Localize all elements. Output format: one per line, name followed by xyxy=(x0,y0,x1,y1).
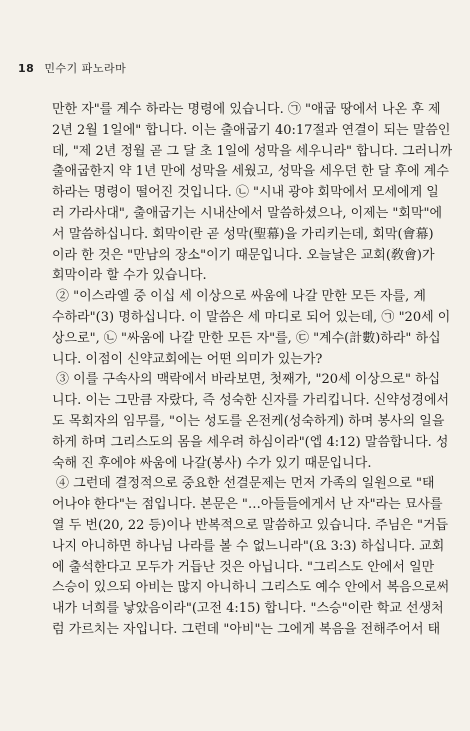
paragraph-start-line: ② "이스라엘 중 이십 세 이상으로 싸움에 나갈 만한 모든 자를, 계 xyxy=(56,289,426,305)
text-line: 도 목회자의 임무를, "이는 성도를 온전케(성숙하게) 하며 봉사의 일을 xyxy=(52,413,445,429)
running-title: 민수기 파노라마 xyxy=(44,62,127,75)
text-line: 스승이 있으되 아비는 많지 아니하니 그리스도 예수 안에서 복음으로써 xyxy=(52,580,450,596)
text-line: 회막이라 할 수가 있습니다. xyxy=(52,268,207,284)
text-line: 수하라"(3) 명하십니다. 이 말씀은 세 마디로 되어 있는데, ㉠ "20세 이 xyxy=(52,309,451,325)
running-header xyxy=(18,60,126,76)
text-line: 하게 하며 그리스도의 몸을 세우려 하심이라"(엡 4:12) 말씀합니다. 성 xyxy=(52,434,449,450)
text-line: 러 가라사대", 출애굽기는 시내산에서 말씀하셨으나, 이제는 "회막"에 xyxy=(52,205,443,221)
body-text xyxy=(52,100,452,641)
text-line: 럼 가르치는 자입니다. 그런데 "아비"는 그에게 복음을 전해주어서 태 xyxy=(52,621,441,637)
text-line: 에 출석한다고 모두가 거듭난 것은 아닙니다. "그리스도 안에서 일만 xyxy=(52,559,435,575)
page-number: 18 xyxy=(18,62,35,75)
text-line: 열 두 번(20, 22 등)이나 반복적으로 말씀하고 있습니다. 주님은 "거듭 xyxy=(52,517,449,533)
text-line: 출애굽한지 약 1년 만에 성막을 세웠고, 성막을 세우던 한 달 후에 계수 xyxy=(52,164,449,180)
text-line: 니다. 이점이 신약교회에는 어떤 의미가 있는가? xyxy=(52,351,323,367)
text-line: 이라 한 것은 "만남의 장소"이기 때문입니다. 오늘날은 교회(敎會)가 xyxy=(52,247,435,263)
text-line: 어나야 한다"는 점입니다. 본문은 "…아들들에게서 난 자"라는 묘사를 xyxy=(52,497,443,513)
text-line: 상으로", ㉡ "싸움에 나갈 만한 모든 자"를, ㉢ "계수(計數)하라" 하십 xyxy=(52,330,441,346)
paragraph-start-line: ③ 이를 구속사의 맥락에서 바라보면, 첫째가, "20세 이상으로" 하십 xyxy=(56,372,441,388)
text-line: 데, "제 2년 정월 곧 그 달 초 1일에 성막을 세우니라" 합니다. 그러니까 xyxy=(52,143,452,159)
text-line: 내가 너희를 낳았음이라"(고전 4:15) 합니다. "스승"이란 학교 선생처 xyxy=(52,601,444,617)
text-line: 2년 2월 1일에" 합니다. 이는 출애굽기 40:17절과 연결이 되는 말씀인 xyxy=(52,122,451,138)
text-line: 나지 아니하면 하나님 나라를 볼 수 없느니라"(요 3:3) 하십니다. 교회 xyxy=(52,538,445,554)
text-line: 숙해 진 후에야 싸움에 나갈(봉사) 수가 있기 때문입니다. xyxy=(52,455,372,471)
text-line: 만한 자"를 계수 하라는 명령에 있습니다. ㉠ "애굽 땅에서 나온 후 제 xyxy=(52,102,441,117)
paragraph-start-line: ④ 그런데 결정적으로 중요한 선결문제는 먼저 가족의 일원으로 "태 xyxy=(56,476,435,492)
text-line: 서 말씀하십니다. 회막이란 곧 성막(聖幕)을 가리키는데, 회막(會幕) xyxy=(52,226,434,242)
text-line: 하라는 명령이 떨어진 것입니다. ㉡ "시내 광야 회막에서 모세에게 일 xyxy=(52,185,439,201)
text-line: 니다. 이는 그만큼 자랐다, 즉 성숙한 신자를 가리킵니다. 신약성경에서 xyxy=(52,393,450,409)
